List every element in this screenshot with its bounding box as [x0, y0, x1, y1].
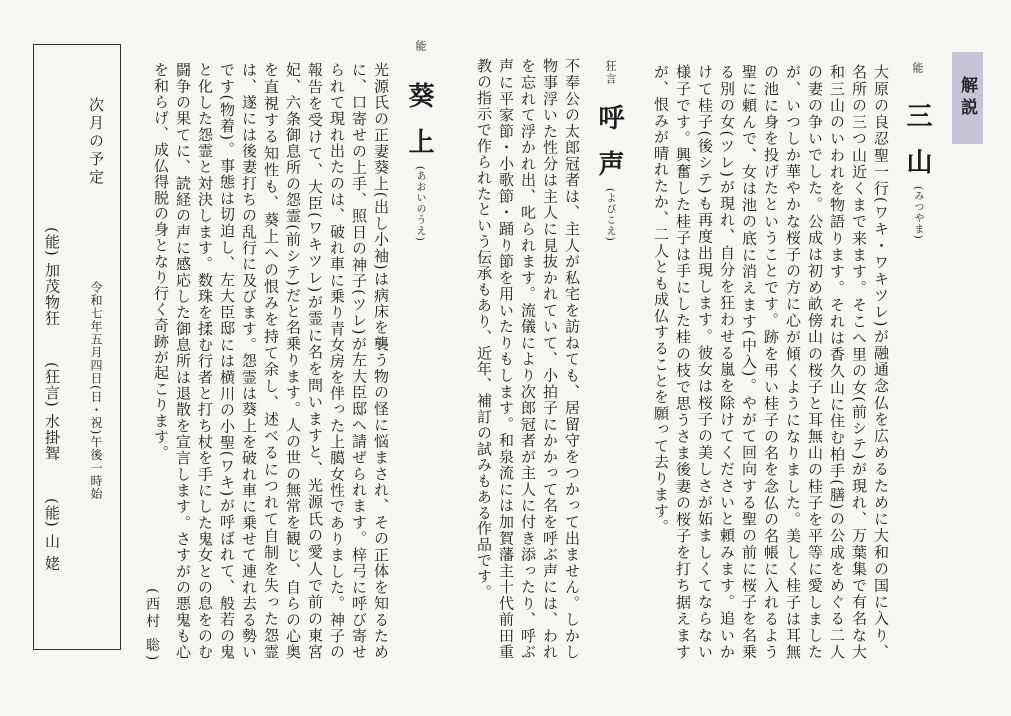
- explanation-tag: 解説: [952, 52, 983, 144]
- section-body: 不奉公の太郎冠者は、主人が私宅を訪ねても、居留守をつかって出ません。しかし物事浮いた性分は主人に見抜かれていて、小拍子にかかって名を呼ぶ声には、われを忘れて浮かれ出、叱られます。流儀により次郎冠者が主人に付き添ったり、呼ぶ声に平家節・小歌節・踊り節を用いたりもします。和泉流には加賀藩主十代前田重教の指示で作られたという伝承もあり、近年、補訂の試みもある作品です。: [475, 58, 581, 660]
- section-genre: 能: [911, 62, 924, 75]
- program-item: (能) 山 姥: [43, 497, 61, 571]
- section-body: 大原の良忍聖一行(ワキ・ワキツレ)が融通念仏を広めるために大和の国に入り、名所の三つ山近くまで来ます。そこへ里の女(前シテ)が現れ、万葉集で有名な大和三山のいわれを物語ります。それは香久山に住む柏手(膳)の公成をめぐる二人の妻の争いでした。公成は初め畝傍山の桜子と耳無山の桂子を平等に愛しましたが、いつしか華やかな桜子の方に心が傾くようになりました。美しく桂子は耳無の池に身を投げたということです。跡を弔い桂子の名を念仏の名帳に入れるよう聖に頼んで、女は池の底に消えます(中入)。やがて回向する聖の前に桜子を名乗る別の女(ツレ)が現れ、自分を狂わせる嵐を除けてくださいと頼みます。追いかけて桂子(後シテ)も再度出現します。彼女は桜子の美しさが妬ましくてならない様子です。興奮した桂子は手にした桂の枝で思うさま後妻の桜子を打ち据えますが、恨みが晴れたか、二人とも成仏することを願って去ります。: [652, 64, 890, 660]
- section-reading: (みつやま): [912, 186, 923, 240]
- section-genre: 能: [414, 40, 427, 53]
- program-item: (能) 加茂物狂: [43, 227, 61, 327]
- next-month-box: [33, 44, 121, 650]
- section-title: 呼声: [594, 104, 624, 196]
- schedule-date: 令和七年五月四日(日・祝)午後一時始: [89, 281, 103, 501]
- section-reading: (あおいのうえ): [414, 166, 425, 242]
- section-reading: (よびこえ): [604, 188, 615, 242]
- program-item: (狂言) 水掛聟: [43, 362, 61, 462]
- section-title: 葵上: [404, 82, 434, 174]
- schedule-heading: 次月の予定: [87, 97, 105, 187]
- section-body: 光源氏の正妻葵上(出し小袖)は病床を襲う物の怪に悩まされ、その正体を知るために、口寄せの上手、照日の神子(ツレ)が左大臣邸へ請ぜられます。梓弓に呼び寄せられて現れ出たのは、破れ車に乗り青女房を伴った上臈女性でありました。神子の報告を受けて、大臣(ワキツレ)が霊に名を問いますと、光源氏の愛人で前の東宮妃、六条御息所の怨霊(前シテ)だと名乗ります。人の世の無常を観じ、自らの心奥を直視する知性も、葵上への恨みを持て余し、述べるにつれて自制を失った怨霊は、遂には後妻打ちの乱行に及びます。怨霊は葵上を破れ車に乗せて連れ去る勢いです(物着)。事態は切迫し、左大臣邸には横川の小聖(ワキ)が呼ばれて、般若の鬼と化した怨霊と対決します。数珠を揉む行者と打ち杖を手にした鬼女との息をのむ闘争の果てに、読経の声に感応した御息所は退散を宣言します。さすがの悪鬼も心を和らげ、成仏得脱の身となり行く奇跡が起こります。: [152, 62, 390, 660]
- schedule-programs: [42, 227, 63, 571]
- section-genre: 狂言: [604, 60, 617, 86]
- section-title: 三山: [902, 102, 932, 194]
- author-signature: (西村 聡): [144, 588, 160, 664]
